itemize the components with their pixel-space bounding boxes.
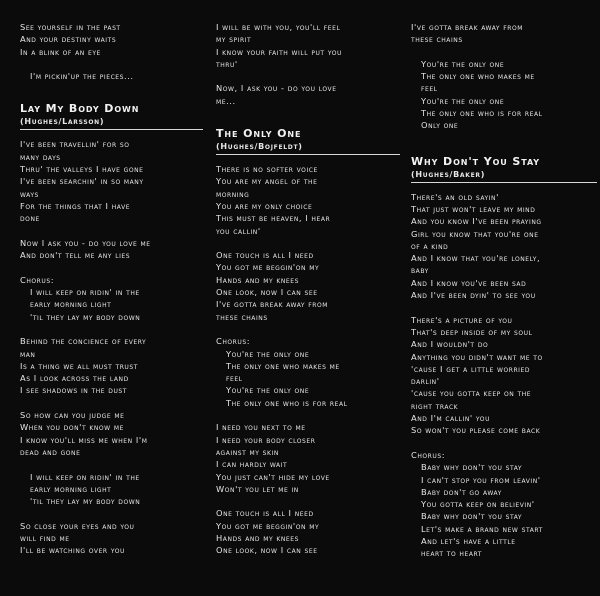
verse <box>411 21 597 46</box>
chorus-label: Chorus: <box>20 274 55 285</box>
lyric-line: these chains <box>216 311 268 322</box>
lyric-line: dead and gone <box>20 446 81 457</box>
lyric-line: ways <box>20 188 39 199</box>
lyric-line: So close your eyes and you <box>20 520 135 531</box>
lyric-line: Is a thing we all must trust <box>20 360 138 371</box>
lyric-line: I can hardly wait <box>216 459 288 470</box>
verse <box>216 21 400 70</box>
chorus <box>20 286 203 323</box>
lyric-line: For the things that I have <box>20 200 131 211</box>
song-credit: (Hughes/Baker) <box>411 169 486 179</box>
lyric-line: 'til they lay my body down <box>30 496 141 507</box>
lyric-line: The only one who makes me <box>421 71 535 82</box>
lyrics-column-1 <box>20 21 203 557</box>
lyric-line: 'til they lay my body down <box>30 311 141 322</box>
lyric-line: Hands and my knees <box>216 274 299 285</box>
chorus <box>20 471 203 508</box>
lyric-line: And I know that you're lonely, <box>411 253 541 264</box>
lyric-line: baby <box>411 265 429 276</box>
lyric-line: 'cause you gotta keep on the <box>411 388 532 399</box>
chorus-label: Chorus: <box>411 449 446 460</box>
lyric-line: I will be with you, you'll feel <box>216 22 341 32</box>
lyric-line: against my skin <box>216 446 279 457</box>
lyric-line: And you know I've been praying <box>411 216 542 227</box>
lyric-line: of a kind <box>411 240 449 251</box>
chorus <box>216 348 400 409</box>
lyric-line: And your destiny waits <box>20 34 117 45</box>
lyric-line: In a blink of an eye <box>20 46 101 57</box>
lyric-line: There's an old sayin' <box>411 191 499 202</box>
lyric-line: I see shadows in the dust <box>20 385 127 396</box>
lyric-line: right track <box>411 400 459 411</box>
lyric-line: Let's make a brand new start <box>421 523 543 534</box>
lyric-line: heart to heart <box>421 548 482 559</box>
lyric-line: And I'm callin' you <box>411 413 491 424</box>
lyric-line: Now, I ask you - do you love <box>216 83 337 94</box>
lyric-line: I know you'll miss me when I'm <box>20 434 148 445</box>
chorus <box>411 461 597 559</box>
lyric-line: One touch is all I need <box>216 250 314 261</box>
lyric-line: You got me beggin'on my <box>216 520 320 531</box>
lyric-line: you callin' <box>216 225 261 236</box>
lyric-line: Anything you didn't want me to <box>411 351 543 362</box>
lyric-line: Girl you know that you're one <box>411 228 539 239</box>
lyric-line: There is no softer voice <box>216 164 318 175</box>
lyric-line: The only one who makes me <box>226 360 340 371</box>
lyric-line: That just won't leave my mind <box>411 203 536 214</box>
lyric-line: I know your faith will put you <box>216 46 342 57</box>
lyric-line: feel <box>421 83 438 94</box>
verse <box>20 138 203 224</box>
verse <box>216 163 400 237</box>
lyric-line: And let's have a little <box>421 535 516 546</box>
lyric-line: That's deep inside of my soul <box>411 326 533 337</box>
lyric-line: Only one <box>421 120 459 131</box>
lyric-line: You're the only one <box>226 385 310 396</box>
lyric-line: will find me <box>20 532 70 543</box>
lyric-line: man <box>20 348 36 359</box>
lyric-line: thru' <box>216 58 238 69</box>
verse <box>411 314 597 437</box>
song-title: The Only One <box>216 127 302 141</box>
lyric-line: You are my only choice <box>216 200 313 211</box>
lyric-line: So how can you judge me <box>20 410 125 421</box>
lyric-line: 'cause I get a little worried <box>411 363 531 374</box>
lyric-line: You got me beggin'on my <box>216 262 320 273</box>
lyric-line: Behind the concience of every <box>20 336 147 347</box>
lyric-line: I can't stop you from leavin' <box>421 474 541 485</box>
lyric-line: And don't tell me any lies <box>20 250 131 261</box>
lyric-line: Thru' the valleys I have gone <box>20 164 144 175</box>
verse <box>216 421 400 495</box>
lyric-line: One look, now I can see <box>216 287 318 298</box>
chorus-label: Chorus: <box>216 336 251 347</box>
verse <box>20 520 203 557</box>
lyric-line: my spirit <box>216 34 252 45</box>
lyric-line: Won't you let me in <box>216 483 299 494</box>
lyric-line: The only one who is for real <box>421 108 543 119</box>
lyric-line: And I've been dyin' to see you <box>411 290 536 301</box>
lyric-line: I've gotta break away from <box>411 22 524 32</box>
lyric-line: You're the only one <box>421 95 505 106</box>
lyric-line: feel <box>226 373 243 384</box>
lyric-line: Now I ask you - do you love me <box>20 237 151 248</box>
lyric-line: This must be heaven, I hear <box>216 213 331 224</box>
lyric-line: Baby don't go away <box>421 486 502 497</box>
lyric-line: You just can't hide my love <box>216 471 330 482</box>
verse <box>216 507 400 556</box>
lyric-line: I've been travellin' for so <box>20 139 130 150</box>
intro-verse <box>20 21 203 58</box>
lyric-line: I've been searchin' in so many <box>20 176 144 187</box>
lyrics-column-3 <box>411 21 597 560</box>
verse <box>20 237 203 262</box>
lyric-line: I will keep on ridin' in the <box>30 287 140 298</box>
lyric-line: darlin' <box>411 376 440 387</box>
lyrics-column-2 <box>216 21 400 557</box>
verse <box>216 82 400 107</box>
verse <box>216 249 400 323</box>
lyric-line: The only one who is for real <box>226 397 348 408</box>
verse <box>411 191 597 302</box>
song-credit: (Hughes/Bojfeldt) <box>216 142 303 152</box>
verse <box>20 409 203 458</box>
lyric-line: So won't you please come back <box>411 425 541 436</box>
lyric-line: I will keep on ridin' in the <box>30 471 140 482</box>
song-title: Why Don't You Stay <box>411 154 541 168</box>
lyric-line: You're the only one <box>226 348 310 359</box>
lyric-line: You are my angel of the <box>216 176 318 187</box>
lyric-line: done <box>20 213 40 224</box>
lyric-line: I'm pickin'up the pieces... <box>30 71 134 82</box>
lyric-line: me... <box>216 95 236 106</box>
song-title: Lay My Body Down <box>20 102 140 116</box>
lyric-line: And I know you've been sad <box>411 277 527 288</box>
lyric-line: I need you next to me <box>216 422 306 433</box>
lyric-line: When you don't know me <box>20 422 124 433</box>
lyric-line: One touch is all I need <box>216 508 314 519</box>
lyric-line: I'll be watching over you <box>20 545 125 556</box>
lyric-line: I've gotta break away from <box>216 299 329 310</box>
lyric-line: And I wouldn't do <box>411 339 489 350</box>
lyric-line: morning <box>216 188 250 199</box>
verse <box>20 335 203 396</box>
lyric-line: As I look across the land <box>20 373 129 384</box>
lyric-line: early morning light <box>30 299 112 310</box>
lyric-line: You're the only one <box>421 58 505 69</box>
lyric-line: I need your body closer <box>216 434 316 445</box>
lyric-line: these chains <box>411 34 463 45</box>
lyric-line: Baby why don't you stay <box>421 511 523 522</box>
lyric-line: There's a picture of you <box>411 314 513 325</box>
lyric-line: Baby why don't you stay <box>421 462 523 473</box>
chorus <box>411 58 597 132</box>
lyric-line: See yourself in the past <box>20 22 121 32</box>
lyric-line: Hands and my knees <box>216 532 299 543</box>
lyric-line: One look, now I can see <box>216 545 318 556</box>
lyric-line: You gotta keep on believin' <box>421 499 535 510</box>
lyric-line: early morning light <box>30 483 112 494</box>
song-credit: (Hughes/Larsson) <box>20 117 105 127</box>
lyric-line: many days <box>20 151 61 162</box>
